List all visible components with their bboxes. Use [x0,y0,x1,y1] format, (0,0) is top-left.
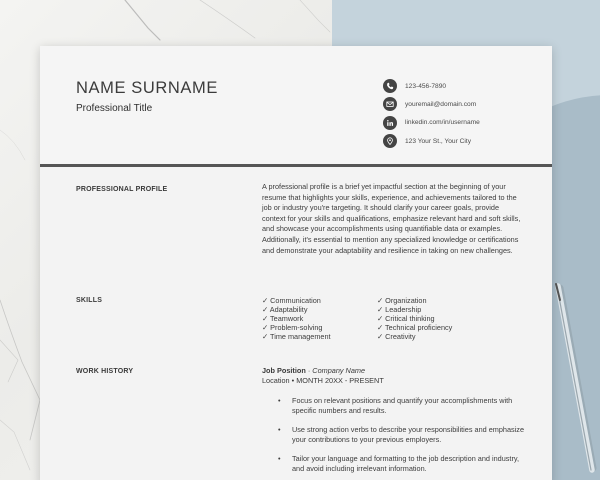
professional-title: Professional Title [76,103,153,114]
linkedin-text: linkedin.com/in/username [405,119,480,127]
skill-item: ✓ Leadership [377,305,422,315]
skill-item: ✓ Communication [262,296,321,305]
email-icon [383,97,397,111]
profile-heading: PROFESSIONAL PROFILE [76,186,168,193]
location-icon [383,134,397,148]
phone-icon [383,79,397,93]
job-bullet: • Tailor your language and formatting to the job description and industry, and avoid including irrelevant information. [278,454,524,474]
skills-column-1 [262,296,331,341]
company-name: Company Name [312,366,366,375]
contact-address [383,132,543,150]
resume-sheet [40,46,552,480]
skill-item: ✓ Organization [377,296,427,305]
resume-header [40,46,552,164]
candidate-name: NAME SURNAME [76,79,218,97]
job-bullet: • Focus on relevant positions and quantify your accomplishments with specific numbers and results. [278,396,524,416]
skill-item: ✓ Problem-solving [262,323,323,333]
job-bullets [278,396,524,480]
skill-item: ✓ Adaptability [262,305,308,315]
skills-column-2 [377,296,452,341]
job-bullet: • Use strong action verbs to describe your responsibilities and emphasize your contributions to your previous employers. [278,425,524,445]
contact-phone [383,77,543,95]
job-separator: · [305,366,313,375]
email-text: youremail@domain.com [405,100,477,108]
work-history-heading: WORK HISTORY [76,368,134,375]
contact-block [383,77,543,150]
phone-text: 123-456-7890 [405,82,447,90]
skill-item: ✓ Critical thinking [377,314,435,324]
job-heading-line [262,366,365,375]
job-position: Job Position [262,366,306,375]
skills-heading: SKILLS [76,297,103,304]
header-divider [40,164,552,167]
skill-item: ✓ Technical proficiency [377,323,453,333]
linkedin-icon [383,116,397,130]
job-location-dates: Location • MONTH 20XX - PRESENT [262,376,384,385]
contact-email [383,95,543,113]
address-text: 123 Your St., Your City [405,137,471,145]
skill-item: ✓ Teamwork [262,314,304,324]
contact-linkedin [383,114,543,132]
skill-item: ✓ Creativity [377,332,416,342]
skill-item: ✓ Time management [262,332,331,342]
profile-text: A professional profile is a brief yet impactful section at the beginning of your resume that highlights your skills, experience, and achievements tailored to the job or industry you're targeting. It should clarify your career goals, provide context for your skills and qualifications, emphasize relevant hard and soft skills, and showcase your accomplishments using quantifiable data or examples. Additionally, it's essential to mention any specialized knowledge or certifications and demonstrate your adaptability and resilience in taking on new challenges. [262,182,521,255]
